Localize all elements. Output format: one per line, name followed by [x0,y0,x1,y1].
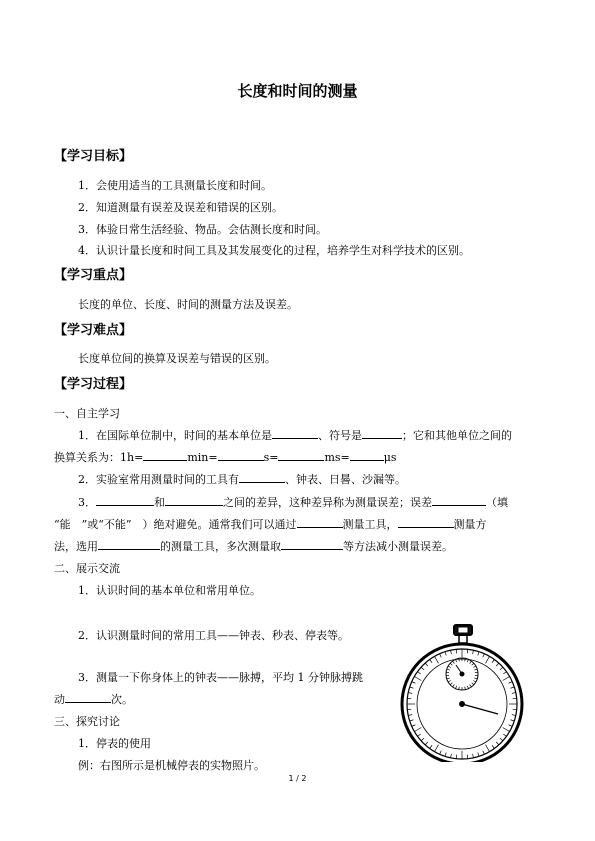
blank-field[interactable] [98,539,160,550]
subdial-tick [455,686,456,689]
difficulty-point-text: 长度单位间的换算及误差与错误的区别。 [78,352,276,365]
dial-tick [440,751,442,755]
subdial-tick [448,666,451,668]
dial-tick [410,687,414,688]
dial-tick [496,742,499,745]
dial-tick [500,667,503,670]
blank-field[interactable] [239,472,285,483]
dial-tick [509,682,513,684]
blank-field[interactable] [350,450,384,461]
subdial-tick [474,669,477,670]
subdial-tick [470,685,472,687]
subdial-tick [453,661,455,663]
stopwatch-image [398,622,548,762]
blank-field[interactable] [398,517,454,528]
subdial-tick [459,687,460,690]
dial-tick [478,753,479,757]
dial-tick [503,672,506,674]
goal-item: 2．知道测量有误差及误差和错误的区别。 [78,201,283,214]
dial-tick [483,654,485,658]
heading-key: 【学习重点】 [54,268,133,283]
dial-tick [418,734,421,736]
subdial-tick [465,687,466,690]
dial-tick [421,667,424,670]
dial-tick [430,660,432,663]
heading-process: 【学习过程】 [54,377,133,392]
blank-field[interactable] [281,539,343,550]
dial-tick [425,663,428,666]
dial-tick [473,650,474,654]
show-item-continued: 动 次。 [54,693,133,706]
subdial-tick [472,663,474,665]
subdial-tick [448,681,451,683]
dial-tick [425,742,428,745]
dial-tick [421,738,424,741]
blank-field[interactable] [362,428,402,439]
subdial-tick [467,686,468,689]
subdial-tick [474,678,477,679]
dial-tick [512,693,516,694]
subdial-tick [467,659,468,662]
heading-difficulty: 【学习难点】 [54,323,133,338]
blank-field[interactable] [278,450,324,461]
subdial-tick [450,663,452,665]
dial-tick [435,656,439,663]
dial-tick [451,650,452,654]
dial-tick [503,734,506,736]
blank-field[interactable] [96,495,154,506]
dial-tick [509,725,513,727]
show-item: 3．测量一下你身体上的钟表——脉搏，平均 1 分钟脉搏跳 [78,671,363,684]
goal-item: 3．体验日常生活经验、物品。会估测长度和时间。 [78,223,327,236]
subdial-tick [473,681,476,683]
blank-field[interactable] [65,692,111,703]
subdial-tick [472,683,474,685]
section-explore: 三、探究讨论 [54,715,120,728]
subdial-tick [453,685,455,687]
blank-field[interactable] [297,517,343,528]
dial-tick [451,754,452,758]
blank-field[interactable] [432,495,486,506]
question-3-line-3: 法，选用 的测量工具，多次测量取 等方法减小测量误差。 [54,540,453,553]
dial-tick [445,652,446,656]
dial-tick [414,677,421,681]
subdial-tick [450,683,452,685]
show-item: 2．认识测量时间的常用工具——钟表、秒表、停表等。 [78,629,349,642]
dial-tick [486,745,490,752]
heading-goals: 【学习目标】 [54,149,133,164]
subdial-tick [447,678,450,679]
dial-tick [412,682,416,684]
dial-tick [408,715,412,716]
blank-field[interactable] [165,495,223,506]
page-title: 长度和时间的测量 [237,82,358,100]
blank-field[interactable] [218,450,264,461]
dial-tick [414,728,421,732]
blank-field[interactable] [143,450,187,461]
explore-item: 1．停表的使用 [78,737,151,750]
dial-tick [511,720,515,721]
question-1-line-1: 1．在国际单位制中，时间的基本单位是 、符号是 ；它和其他单位之间的 [78,429,512,442]
blank-field[interactable] [272,428,318,439]
dial-tick [408,693,412,694]
dial-tick [418,672,421,674]
goal-item: 1．会使用适当的工具测量长度和时间。 [78,179,272,192]
dial-tick [483,751,485,755]
dial-tick [430,745,432,748]
explore-example: 例：右图所示是机械停表的实物照片。 [78,759,265,772]
question-3-line-2: “能 ”或“不能” ）绝对避免。通常我们可以通过 测量工具， 测量方 [54,518,487,531]
dial-tick [500,738,503,741]
dial-tick [435,745,439,752]
dial-tick [503,728,510,732]
dial-tick [496,663,499,666]
section-show-exchange: 二、展示交流 [54,562,120,575]
question-3-line-1: 3． 和 之间的差异，这种差异称为测量误差；误差 （填 [78,496,508,509]
dial-tick [486,656,490,663]
subdial-tick [455,659,456,662]
dial-tick [492,660,494,663]
dial-tick [410,720,414,721]
dial-tick [412,725,416,727]
dial-tick [492,745,494,748]
dial-tick [478,652,479,656]
section-self-study: 一、自主学习 [54,407,120,420]
subdial-tick [470,661,472,663]
question-1-line-2: 换算关系为：1h= min= s= ms= μs [54,451,397,464]
page-number: 1 / 2 [288,774,307,783]
question-2: 2．实验室常用测量时间的工具有 、钟表、日晷、沙漏等。 [78,473,406,486]
subdial-tick [447,669,450,670]
dial-tick [473,754,474,758]
dial-tick [512,715,516,716]
goal-item: 4．认识计量长度和时间工具及其发展变化的过程，培养学生对科学技术的区别。 [78,244,470,257]
show-item: 1．认识时间的基本单位和常用单位。 [78,584,261,597]
subdial-tick [473,666,476,668]
key-point-text: 长度的单位、长度、时间的测量方法及误差。 [78,298,298,311]
dial-tick [445,753,446,757]
dial-tick [503,677,510,681]
dial-tick [511,687,515,688]
dial-tick [440,654,442,658]
